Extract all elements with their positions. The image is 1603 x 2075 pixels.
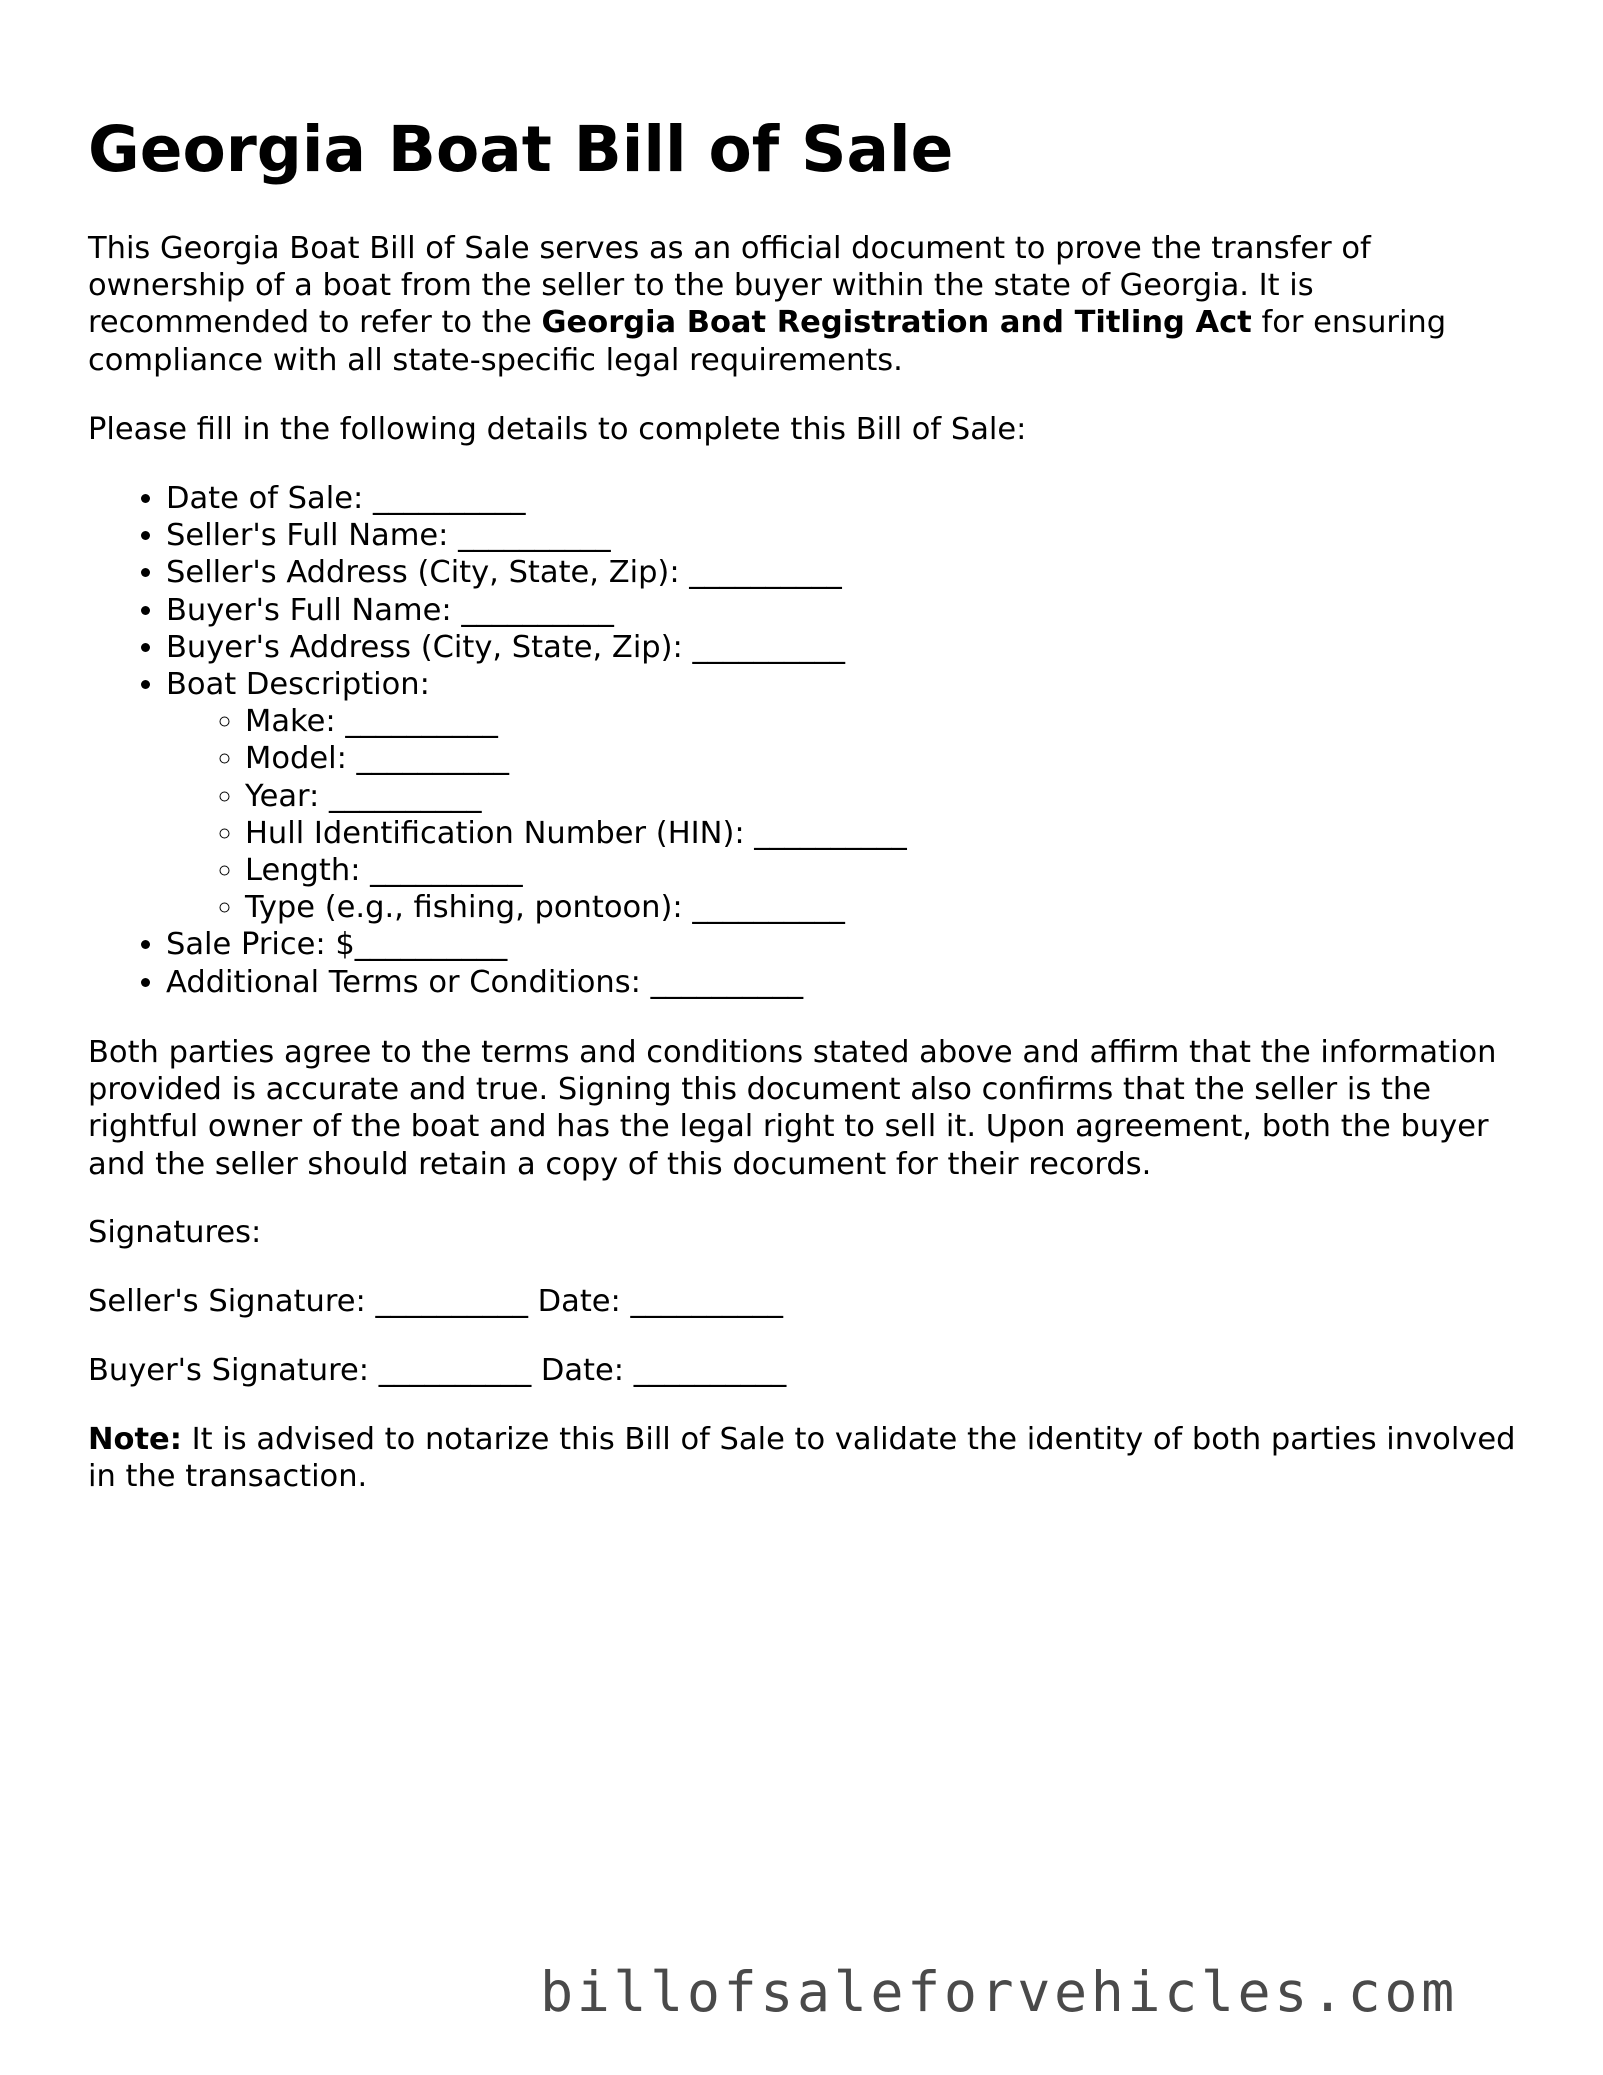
note-text: It is advised to notarize this Bill of Sale to validate the identity of both parties involved in the transaction. xyxy=(88,1422,1516,1495)
note-label: Note: xyxy=(88,1422,182,1457)
intro-text-before: This Georgia Boat Bill of Sale serves as an official document to prove the transfer of ownership of a boat from the seller to the buyer within the state of Georgia. It is recommended to refer to the xyxy=(88,231,1371,341)
field-make: ◦ Make: __________ xyxy=(245,703,907,740)
field-hin: ◦ Hull Identification Number (HIN): __________ xyxy=(245,815,907,852)
intro-paragraph xyxy=(88,230,1528,379)
fill-prompt: Please fill in the following details to complete this Bill of Sale: xyxy=(88,412,1027,447)
page-title: Georgia Boat Bill of Sale xyxy=(88,113,954,186)
field-sale-price: • Sale Price: $__________ xyxy=(166,926,907,963)
field-seller-name: • Seller's Full Name: __________ xyxy=(166,517,907,554)
details-list xyxy=(88,480,907,1001)
note-paragraph xyxy=(88,1421,1528,1495)
seller-signature-line: Seller's Signature: __________ Date: __________ xyxy=(88,1284,784,1319)
field-seller-address: • Seller's Address (City, State, Zip): __________ xyxy=(166,554,907,591)
signatures-heading: Signatures: xyxy=(88,1215,262,1250)
field-year: ◦ Year: __________ xyxy=(245,778,907,815)
field-additional-terms: • Additional Terms or Conditions: __________ xyxy=(166,964,907,1001)
field-model: ◦ Model: __________ xyxy=(245,740,907,777)
boat-details-list xyxy=(166,703,907,926)
boat-description-label: Boat Description: xyxy=(166,667,430,703)
field-buyer-address: • Buyer's Address (City, State, Zip): __________ xyxy=(166,629,907,666)
field-length: ◦ Length: __________ xyxy=(245,852,907,889)
field-boat-description xyxy=(166,666,907,926)
buyer-signature-line: Buyer's Signature: __________ Date: __________ xyxy=(88,1353,787,1388)
field-type: ◦ Type (e.g., fishing, pontoon): __________ xyxy=(245,889,907,926)
field-date-of-sale: • Date of Sale: __________ xyxy=(166,480,907,517)
intro-act-name: Georgia Boat Registration and Titling Act xyxy=(541,305,1252,341)
field-buyer-name: • Buyer's Full Name: __________ xyxy=(166,592,907,629)
intro-text-after: for ensuring compliance with all state-specific legal requirements. xyxy=(88,305,1447,378)
closing-paragraph: Both parties agree to the terms and conditions stated above and affirm that the information provided is accurate and true. Signing this document also confirms that the seller is the rightful owner of the boat and has the legal right to sell it. Upon agreement, both the buyer and the seller should retain a copy of this document for their records. xyxy=(88,1035,1497,1182)
site-watermark: billofsaleforvehicles.com xyxy=(540,1960,1458,2024)
